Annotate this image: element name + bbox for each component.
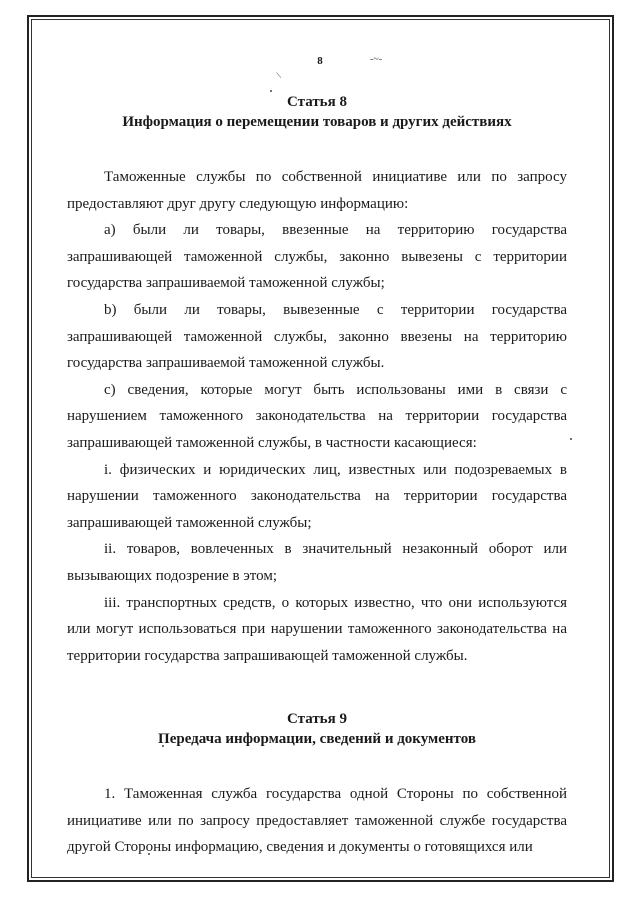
article-9-paragraph: 1. Таможенная служба государства одной Стороны по собственной инициативе или по запросу предоставляет таможенной службе государства другой Стороны информацию, сведения и документы о готовящихся или [67, 786, 567, 856]
article-8-paragraph: ii. товаров, вовлеченных в значительный незаконный оборот или вызывающих подозрение в этом; [67, 541, 567, 584]
document-body [67, 92, 567, 861]
scan-mark: -~- [370, 54, 383, 65]
article-9-heading: Статья 9 [287, 711, 347, 728]
article-8-title: Информация о перемещении товаров и других действиях [122, 114, 512, 130]
scan-mark: / [273, 71, 285, 80]
article-8-paragraph: b) были ли товары, вывезенные с территории государства запрашивающей таможенной службы, законно ввезены на территорию государства запрашиваемой таможенной службы. [67, 301, 567, 372]
article-8-paragraph: i. физических и юридических лиц, известных или подозреваемых в нарушении таможенного законодательства на территории государства запрашивающей таможенной службы; [67, 461, 567, 531]
article-8-heading: Статья 8 [287, 94, 347, 110]
article-8-paragraph: iii. транспортных средств, о которых известно, что они используются или могут использоваться при нарушении таможенного законодательства на территории государства запрашивающей таможенной службы. [67, 594, 567, 664]
article-8-paragraph: Таможенные службы по собственной инициативе или по запросу предоставляют друг другу следующую информацию: [67, 169, 567, 212]
page-number: 8 [317, 55, 323, 67]
article-8-paragraph: c) сведения, которые могут быть использованы ими в связи с нарушением таможенного законодательства на территории государства запрашивающей таможенной службы, в частности касающиеся: [67, 381, 567, 451]
article-8-paragraph: a) были ли товары, ввезенные на территорию государства запрашивающей таможенной службы, законно вывезены с территории государства запрашиваемой таможенной службы; [67, 222, 567, 292]
scan-dot [570, 438, 572, 440]
article-spacer [67, 669, 567, 709]
article-9-title: Передача информации, сведений и документов [158, 731, 476, 748]
